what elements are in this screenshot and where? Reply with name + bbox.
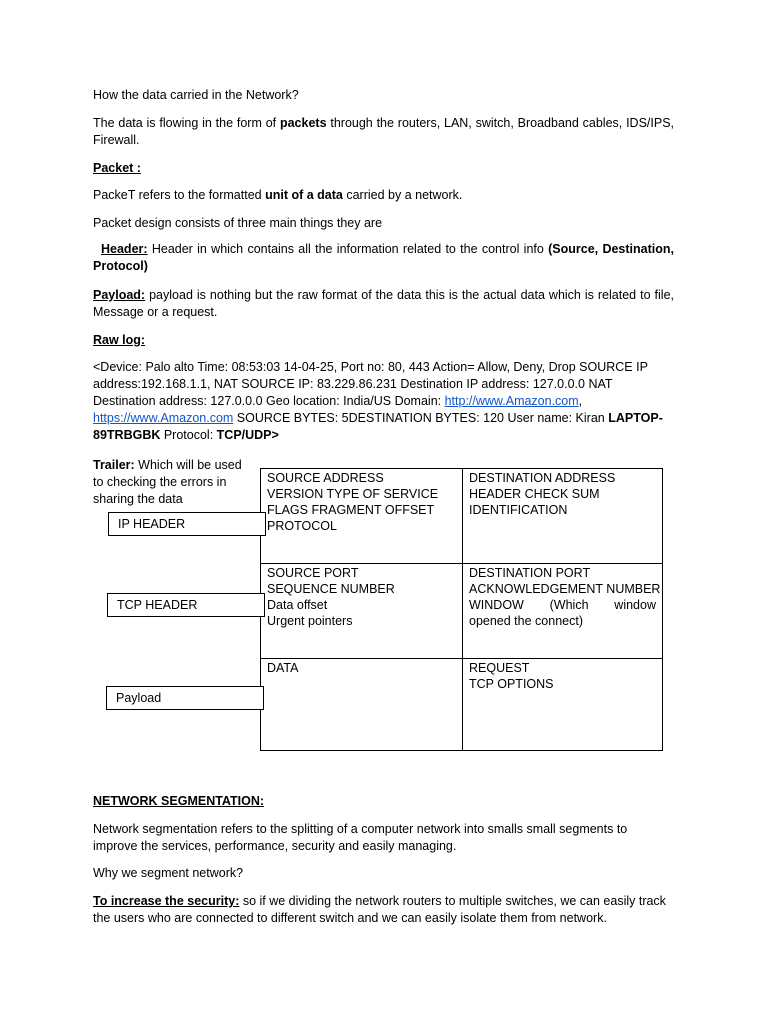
table-column-divider bbox=[462, 469, 463, 750]
security-paragraph: To increase the security: so if we dividing the network routers to multiple switches, we can easily track the users who are connected to different switch and we can easily isolate them from network. bbox=[93, 894, 666, 925]
header-paragraph: Header: Header in which contains all the information related to the control info (Source, Destination, Protocol) bbox=[93, 242, 674, 273]
why-segment-question: Why we segment network? bbox=[93, 866, 244, 880]
tcp-header-label-box: TCP HEADER bbox=[107, 593, 265, 617]
table-row-divider bbox=[261, 563, 662, 564]
raw-log-text: <Device: Palo alto Time: 08:53:03 14-04-25, Port no: 80, 443 Action= Allow, Deny, Drop SOURCE IP address:192.168.1.1, NAT SOURCE IP: 83.229.86.231 Destination IP address: 127.0.0.0 NAT Destination address: 127.0.0.0 Geo location: India/US Domain: http://www.Amazon.com, https://www.Amazon.com SOURCE BYTES: 5DESTINATION BYTES: 120 User name: Kiran LAPTOP-89TRBGBK Protocol: TCP/UDP> bbox=[93, 360, 663, 442]
question-heading: How the data carried in the Network? bbox=[93, 88, 299, 102]
ip-header-right-cell: DESTINATION ADDRESS HEADER CHECK SUM IDENTIFICATION bbox=[469, 471, 616, 517]
trailer-label: Trailer: bbox=[93, 458, 135, 472]
ip-header-label-box: IP HEADER bbox=[108, 512, 266, 536]
trailer-paragraph: Trailer: Which will be used to checking the errors in sharing the data bbox=[93, 458, 242, 506]
packet-definition: PackeT refers to the formatted unit of a data carried by a network. bbox=[93, 188, 463, 202]
amazon-http-link[interactable]: http://www.Amazon.com bbox=[444, 394, 579, 408]
data-flow-paragraph: The data is flowing in the form of packets through the routers, LAN, switch, Broadband cables, IDS/IPS, Firewall. bbox=[93, 116, 674, 147]
amazon-https-link[interactable]: https://www.Amazon.com bbox=[93, 411, 234, 425]
payload-right-cell: REQUEST TCP OPTIONS bbox=[469, 661, 554, 691]
tcp-header-left-cell: SOURCE PORT SEQUENCE NUMBER Data offset Urgent pointers bbox=[267, 566, 395, 628]
payload-paragraph: Payload: payload is nothing but the raw format of the data this is the actual data which is related to file, Message or a request. bbox=[93, 288, 674, 319]
tcp-header-right-cell: DESTINATION PORT ACKNOWLEDGEMENT NUMBER WINDOW (Which window opened the connect) bbox=[469, 566, 661, 628]
payload-label-box: Payload bbox=[106, 686, 264, 710]
segmentation-definition: Network segmentation refers to the splitting of a computer network into smalls small segments to improve the services, performance, security and easily managing. bbox=[93, 822, 628, 853]
packet-design-paragraph: Packet design consists of three main things they are bbox=[93, 216, 383, 230]
packet-heading: Packet : bbox=[93, 161, 141, 175]
packets-bold: packets bbox=[279, 116, 327, 130]
header-label: Header: bbox=[101, 242, 148, 256]
payload-left-cell: DATA bbox=[267, 661, 299, 675]
security-label: To increase the security: bbox=[93, 894, 240, 908]
network-segmentation-heading: NETWORK SEGMENTATION: bbox=[93, 794, 265, 808]
packet-structure-table bbox=[260, 468, 663, 751]
payload-label: Payload: bbox=[93, 288, 146, 302]
raw-log-heading: Raw log: bbox=[93, 333, 146, 347]
table-row-divider bbox=[261, 658, 662, 659]
ip-header-left-cell: SOURCE ADDRESS VERSION TYPE OF SERVICE FLAGS FRAGMENT OFFSET PROTOCOL bbox=[267, 471, 439, 533]
